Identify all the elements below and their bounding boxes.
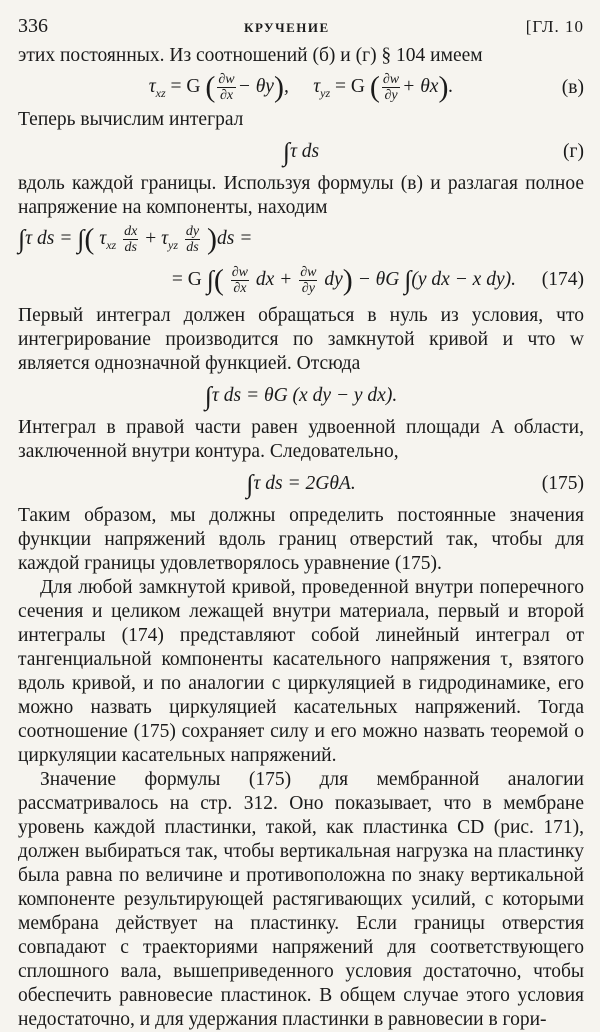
- page-header: [18, 14, 584, 44]
- paragraph-intro: этих постоянных. Из соотношений (б) и (г) § 104 имеем: [18, 45, 483, 66]
- equation-v-body: $\tau_{xz} = G$ ( $\frac{\partial w}{\partial x}$ − θy), $\tau_{yz} = G$ ( $\frac{\partial w}{\partial y}$ + θx).: [148, 70, 454, 104]
- paragraph-along-boundary: вдоль каждой границы. Используя формулы (в) и разлагая полное напряжение на компоненты, находим: [18, 173, 584, 218]
- equation-g-body: ∫τ ds: [282, 137, 320, 167]
- paragraph-compute: Теперь вычислим интеграл: [18, 109, 244, 130]
- equation-label-v: (в): [561, 77, 584, 98]
- page-number: 336: [18, 15, 48, 37]
- paragraph-closed-curve: Для любой замкнутой кривой, проведенной внутри поперечного сечения и целиком лежащей внутри материала, первый и второй интегралы (174) представляют собой линейный интеграл от тангенциальной компоненты касательного напряжения τ, взятого вдоль кривой, и по аналогии с циркуляцией в гидродинамике, его можно назвать циркуляцией касательных напряжений. Тогда соотношение (175) сохраняет силу и его можно назвать теоремой о циркуляции касательных напряжений.: [18, 577, 584, 766]
- equation-label-g: (г): [563, 141, 584, 162]
- paragraph-conclusion: Таким образом, мы должны определить постоянные значения функции напряжений вдоль границ отверстий так, чтобы для каждой границы удовлетворялось уравнение (175).: [18, 505, 584, 574]
- paragraph-area: Интеграл в правой части равен удвоенной площади A области, заключенной внутри контура. Следовательно,: [18, 417, 584, 462]
- equation-174-line1: ∫τ ds = ∫( $\tau_{xz}$ $\frac{dx}{ds}$ + $\tau_{yz}$ $\frac{dy}{ds}$ )ds =: [18, 222, 253, 256]
- running-title: КРУЧЕНИЕ: [244, 20, 330, 35]
- equation-g: [18, 132, 584, 172]
- equation-label-174: (174): [541, 269, 584, 290]
- chapter-label: [ГЛ. 10: [525, 17, 584, 36]
- page: [18, 14, 584, 1032]
- paragraph-first-integral: Первый интеграл должен обращаться в нуль из условия, что интегрирование производится по замкнутой кривой и что w является однозначной функцией. Отсюда: [18, 305, 584, 374]
- equation-v: [18, 68, 584, 108]
- equation-175: ∫τ ds = 2GθA. (175): [246, 469, 584, 499]
- equation-circulation: ∫τ ds = θG (x dy − y dx).: [204, 381, 398, 411]
- paragraph-membrane: Значение формулы (175) для мембранной аналогии рассматривалось на стр. 312. Оно показывает, что в мембране уровень каждой пластинки, такой, как пластинка CD (рис. 171), должен выбираться так, чтобы вертикальная нагрузка на пластинку была равна по величине и противоположна по знаку вертикальной компоненте результирующей растягивающих усилий, с которыми мембрана действует на пластинку. Если границы отверстия совпадают с траекториями напряжений для соответствующего сплошного вала, вышеприведенного условия достаточно, чтобы обеспечить равновесие пластинок. В общем случае этого условия недостаточно, и для удержания пластинки в равновесии в гори-: [18, 769, 584, 1030]
- equation-label-175: (175): [541, 473, 584, 494]
- equation-174-line2: = G ∫( $\frac{\partial w}{\partial x}$ dx + $\frac{\partial w}{\partial y}$ dy) − θG ∫(y dx − x dy). (174): [171, 263, 584, 296]
